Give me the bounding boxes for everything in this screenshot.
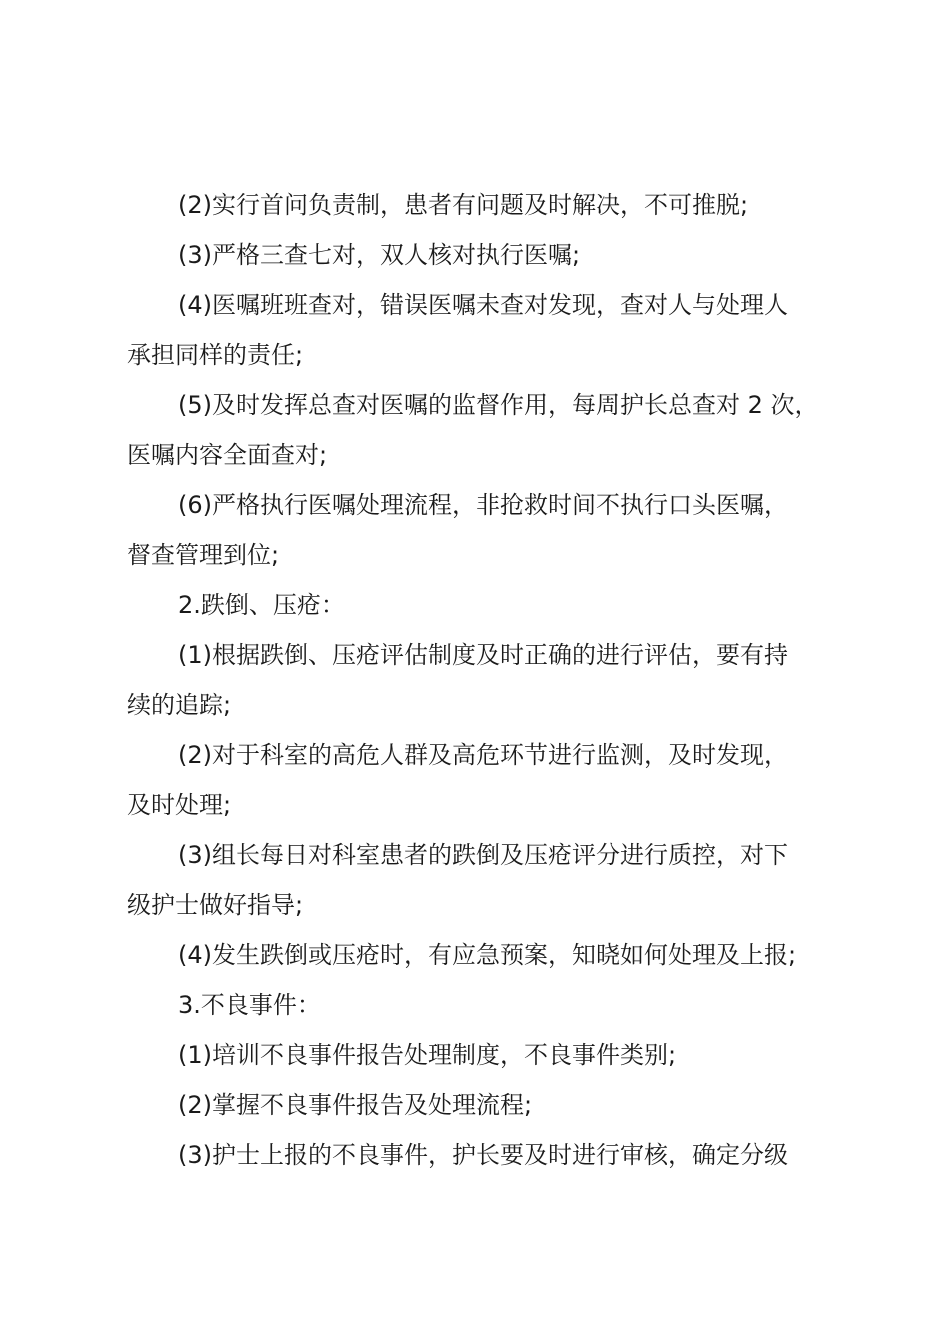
- text-line-2: (3)严格三查七对，双人核对执行医嘱;: [178, 241, 581, 269]
- text-line-14: (3)组长每日对科室患者的跌倒及压疮评分进行质控，对下: [178, 841, 788, 869]
- section-heading-adverse-events: 3.不良事件：: [178, 991, 321, 1019]
- text-line-6: 医嘱内容全面查对;: [127, 441, 328, 469]
- text-line-11: 续的追踪;: [127, 691, 232, 719]
- text-line-18: (1)培训不良事件报告处理制度，不良事件类别;: [178, 1041, 677, 1069]
- text-line-7: (6)严格执行医嘱处理流程，非抢救时间不执行口头医嘱，: [178, 491, 788, 519]
- text-line-15: 级护士做好指导;: [127, 891, 304, 919]
- section-heading-falls-pressure: 2.跌倒、压疮：: [178, 591, 345, 619]
- text-line-4: 承担同样的责任;: [127, 341, 304, 369]
- text-line-20: (3)护士上报的不良事件，护长要及时进行审核，确定分级: [178, 1141, 788, 1169]
- text-line-5: (5)及时发挥总查对医嘱的监督作用，每周护长总查对 2 次，: [178, 391, 819, 419]
- text-line-3: (4)医嘱班班查对，错误医嘱未查对发现，查对人与处理人: [178, 291, 788, 319]
- text-line-13: 及时处理;: [127, 791, 232, 819]
- text-line-16: (4)发生跌倒或压疮时，有应急预案，知晓如何处理及上报;: [178, 941, 797, 969]
- text-line-19: (2)掌握不良事件报告及处理流程;: [178, 1091, 533, 1119]
- text-line-1: (2)实行首问负责制，患者有问题及时解决，不可推脱;: [178, 191, 749, 219]
- text-line-8: 督查管理到位;: [127, 541, 280, 569]
- text-line-12: (2)对于科室的高危人群及高危环节进行监测，及时发现，: [178, 741, 788, 769]
- text-line-10: (1)根据跌倒、压疮评估制度及时正确的进行评估，要有持: [178, 641, 788, 669]
